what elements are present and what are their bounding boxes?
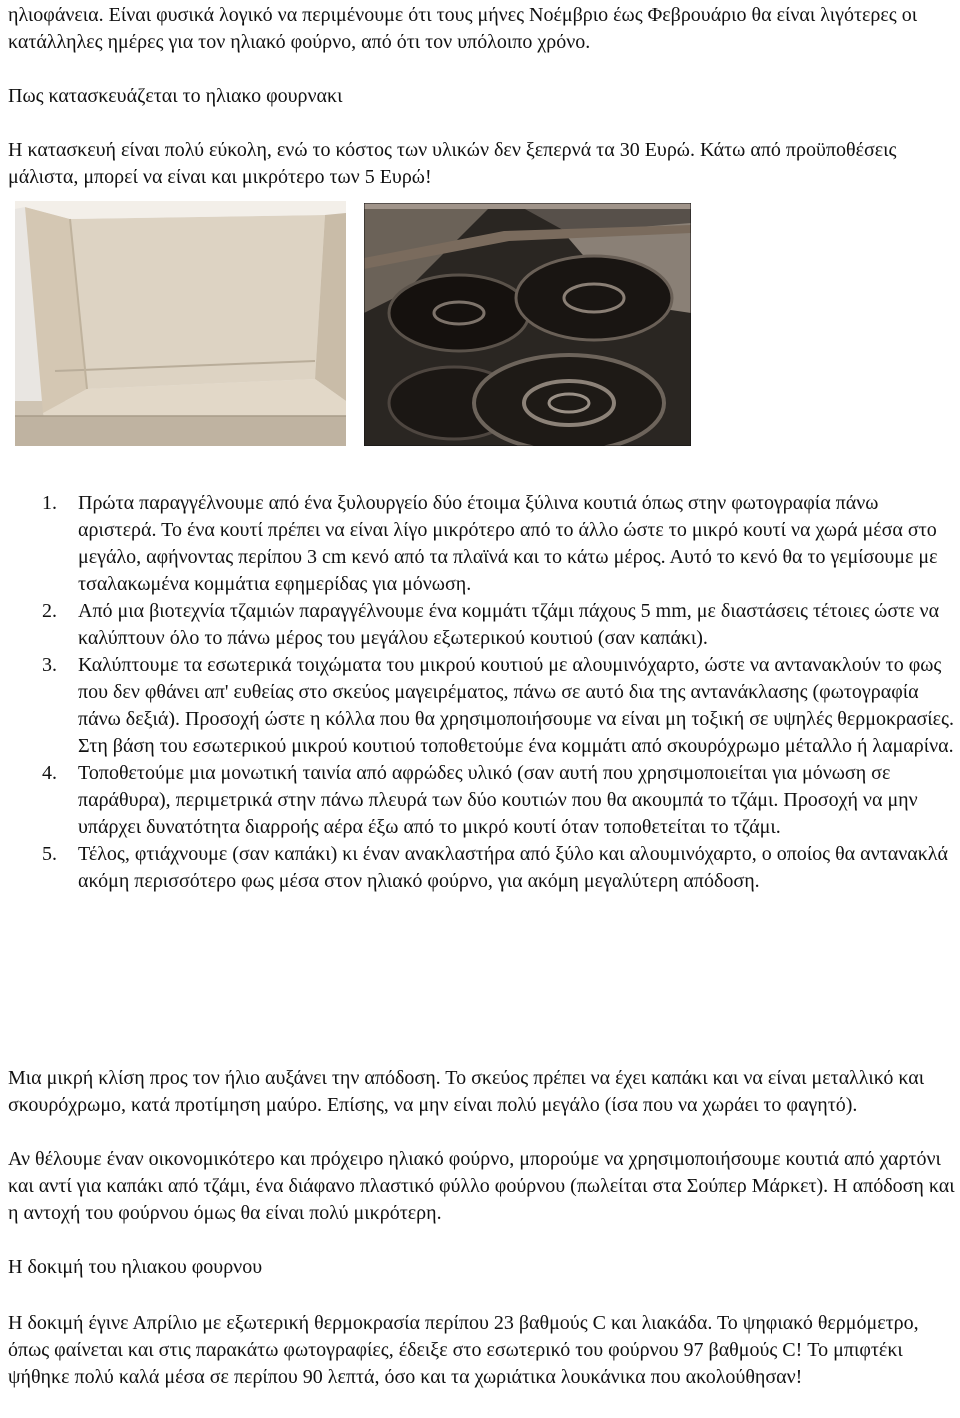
- wooden-boxes-photo: [15, 201, 346, 446]
- construction-step: [8, 598, 956, 652]
- construction-step: [8, 652, 956, 760]
- construction-steps-list: [8, 490, 956, 895]
- step-number: 2.: [42, 600, 57, 622]
- step-text: Πρώτα παραγγέλνουμε από ένα ξυλουργείο δύο έτοιμα ξύλινα κουτιά όπως στην φωτογραφία πάνω αριστερά. Το ένα κουτί πρέπει να είναι λίγο μικρότερο από το άλλο ώστε το μικρό κουτί να χωρά μέσα στο μεγάλο, αφήνοντας περίπου 3 cm κενό από τα πλαϊνά και το κάτω μέρος. Αυτό το κενό θα το γεμίσουμε με τσαλακωμένα κομμάτια εφημερίδας για μόνωση.: [78, 492, 938, 595]
- construction-heading: Πως κατασκευάζεται το ηλιακο φουρνακι: [8, 85, 343, 107]
- construction-step: [8, 760, 956, 841]
- test-heading: Η δοκιμή του ηλιακου φουρνου: [8, 1256, 263, 1278]
- step-number: 5.: [42, 843, 57, 865]
- step-text: Από μια βιοτεχνία τζαμιών παραγγέλνουμε ένα κομμάτι τζάμι πάχους 5 mm, με διαστάσεις τέτοιες ώστε να καλύπτουν όλο το πάνω μέρος του μεγάλου εξωτερικού κουτιού (σαν καπάκι).: [78, 600, 940, 649]
- step-text: Τέλος, φτιάχνουμε (σαν καπάκι) κι έναν ανακλαστήρα από ξύλο και αλουμινόχαρτο, ο οποίος θα αντανακλά ακόμη περισσότερο φως μέσα στον ηλιακό φούρνο, για ακόμη μεγαλύτερη απόδοση.: [78, 843, 948, 892]
- step-number: 1.: [42, 492, 57, 514]
- tips-paragraph-1: Μια μικρή κλίση προς τον ήλιο αυξάνει την απόδοση. Το σκεύος πρέπει να έχει καπάκι και να είναι μεταλλικό και σκουρόχρωμο, κατά προτίμηση μαύρο. Επίσης, να μην είναι πολύ μεγάλο (ίσα που να χωράει το φαγητό).: [8, 1067, 925, 1116]
- tips-paragraph-2: Αν θέλουμε έναν οικονομικότερο και πρόχειρο ηλιακό φούρνο, μπορούμε να χρησιμοποιήσουμε κουτιά από χαρτόνι και αντί για καπάκι από τζάμι, ένα διάφανο πλαστικό φύλλο φούρνου (πωλείται στα Σούπερ Μάρκετ). Η απόδοση και η αντοχή του φούρνου όμως θα είναι πολύ μικρότερη.: [8, 1148, 955, 1224]
- construction-step: [8, 490, 956, 598]
- intro-paragraph: ηλιοφάνεια. Είναι φυσικά λογικό να περιμένουμε ότι τους μήνες Νοέμβριο έως Φεβρουάριο θα είναι λιγότερες οι κατάλληλες ημέρες για τον ηλιακό φούρνο, από ότι τον υπόλοιπο χρόνο.: [8, 4, 918, 53]
- test-paragraph: Η δοκιμή έγινε Απρίλιο με εξωτερική θερμοκρασία περίπου 23 βαθμούς C και λιακάδα. Το ψηφιακό θερμόμετρο, όπως φαίνεται και στις παρακάτω φωτογραφίες, έδειξε στο εσωτερικό του φούρνου 97 βαθμούς C! Το μπιφτέκι ψήθηκε πολύ καλά μέσα σε περίπου 90 λεπτά, όσο και τα χωριάτικα λουκάνικα που ακολούθησαν!: [8, 1312, 919, 1388]
- step-text: Καλύπτουμε τα εσωτερικά τοιχώματα του μικρού κουτιού με αλουμινόχαρτο, ώστε να αντανακλούν το φως που δεν φθάνει απ' ευθείας στο σκεύος μαγειρέματος, πάνω σε αυτό δια της αντανάκλασης (φωτογραφία πάνω δεξιά). Προσοχή ώστε η κόλλα που θα χρησιμοποιήσουμε να είναι μη τοξική σε υψηλές θερμοκρασίες. Στη βάση του εσωτερικού μικρού κουτιού τοποθετούμε ένα κομμάτι από σκουρόχρωμο μέταλλο ή λαμαρίνα.: [78, 654, 954, 757]
- construction-step: [8, 841, 956, 895]
- step-text: Τοποθετούμε μια μονωτική ταινία από αφρώδες υλικό (σαν αυτή που χρησιμοποιείται για μόνωση σε παράθυρα), περιμετρικά στην πάνω πλευρά των δύο κουτιών που θα ακουμπά το τζάμι. Προσοχή να μην υπάρχει δυνατότητα διαρροής αέρα έξω από το μικρό κουτί όταν τοποθετείται το τζάμι.: [78, 762, 918, 838]
- wooden-boxes-illustration: [15, 201, 346, 446]
- pots-in-oven-photo: [364, 203, 691, 446]
- pots-in-oven-illustration: [364, 203, 691, 446]
- step-number: 3.: [42, 654, 57, 676]
- step-number: 4.: [42, 762, 57, 784]
- construction-paragraph: Η κατασκευή είναι πολύ εύκολη, ενώ το κόστος των υλικών δεν ξεπερνά τα 30 Ευρώ. Κάτω από προϋποθέσεις μάλιστα, μπορεί να είναι και μικρότερο των 5 Ευρώ!: [8, 139, 897, 188]
